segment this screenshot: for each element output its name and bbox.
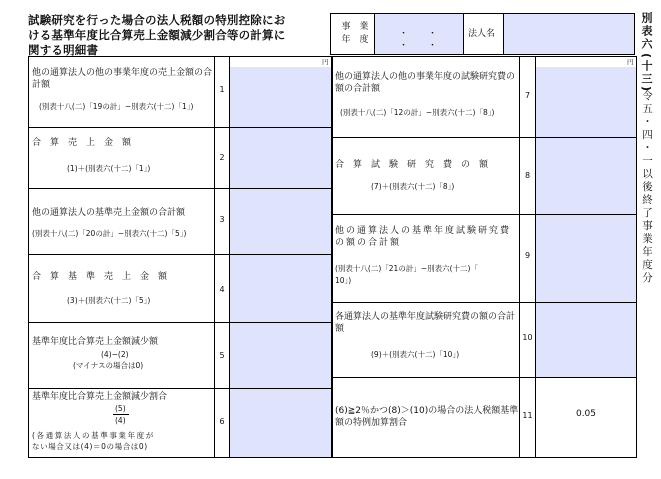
row-3-number: 3 [219,215,225,224]
row-4-formula: (3)＋(別表六(十二)「5」) [67,296,151,305]
row-11-label: (6)≧2％かつ(8)＞(10)の場合の法人税額基準額の特例加算割合 [335,406,519,428]
ratio-field-6[interactable] [230,389,331,457]
date-separator: ・ [428,41,438,51]
row-6-note-2: ない場合又は(4)＝0の場合は0) [32,442,148,451]
header-box [330,13,635,55]
row-1-formula: (別表十八(二)「19の計」−別表六(十二)「1」) [39,102,194,111]
row-9-label: 他の通算法人の基準年度試験研究費の額の合計額 [335,226,512,248]
row-11-number: 11 [522,411,533,420]
corp-name-label: 法人名 [468,29,496,39]
amount-field-7[interactable] [536,67,636,137]
amount-field-4[interactable] [230,255,331,322]
row-2-label: 合 算 売 上 金 額 [32,138,132,148]
fiscal-year-label: 事 業 年 度 [341,22,369,45]
row-10-formula: (9)＋(別表六(十二)「10」) [371,350,460,359]
side-note: 令五・四・一以後終了事業年度分 [641,90,653,285]
row-7-label: 他の通算法人の他の事業年度の試験研究費の額の合計額 [335,72,516,94]
amount-field-5[interactable] [230,323,331,388]
amount-field-2[interactable] [230,128,331,188]
row-1-number: 1 [219,85,225,94]
amount-field-8[interactable] [536,138,636,214]
row-6-number: 6 [219,417,225,426]
form-title [28,13,313,58]
row-2-number: 2 [219,153,225,162]
row-5-note: (マイナスの場合は0) [73,361,144,370]
fiscal-year-field[interactable] [375,14,463,54]
row-2-formula: (1)＋(別表六(十二)「1」) [67,164,151,173]
row-4-label: 合 算 基 準 売 上 金 額 [32,272,168,282]
row-5-number: 5 [219,351,225,360]
row-1-label: 他の通算法人の他の事業年度の売上金額の合計額 [32,68,213,90]
row-9-formula: (別表十八(二)「21の計」−別表六(十二)「 [335,264,478,273]
form-id [640,12,656,93]
row-6-label: 基準年度比合算売上金額減少割合 [32,392,168,402]
row-7-formula: (別表十八(二)「12の計」−別表六(十二)「8」) [340,108,495,117]
title-line-2: ける基準年度比合算売上金額減少割合等の計算に [28,28,286,42]
row-8-label: 合 算 試 験 研 究 費 の 額 [335,160,489,170]
row-11-value: 0.05 [575,409,597,419]
amount-field-3[interactable] [230,189,331,254]
corp-name-field[interactable] [504,14,634,54]
date-separator: ・ [399,41,409,51]
row-7-number: 7 [524,91,531,100]
row-3-label: 他の通算法人の基準売上金額の合計額 [32,208,186,218]
row-5-formula: (4)−(2) [101,350,129,359]
row-10-label: 各通算法人の基準年度試験研究費の額の合計額 [335,312,516,334]
yen-unit: 円 [627,58,634,66]
amount-field-9[interactable] [536,215,636,302]
form-id-sub: (十三) [640,53,653,94]
row-6-note-1: (各通算法人の基準事業年度が [32,431,155,440]
row-3-formula: (別表十八(二)「20の計」−別表六(十二)「5」) [32,229,187,238]
row-8-formula: (7)＋(別表六(十二)「8」) [371,182,455,191]
row-4-number: 4 [219,285,225,294]
row-5-label: 基準年度比合算売上金額減少額 [32,337,159,347]
row-8-number: 8 [524,171,531,180]
amount-field-1[interactable] [230,67,331,127]
date-separator: ・ [428,29,438,39]
main-table [28,56,637,458]
yen-unit: 円 [322,58,329,66]
date-separator: ・ [399,29,409,39]
row-6-denominator: (4) [115,416,126,425]
form-id-text: 別表六 [640,12,653,51]
amount-field-10[interactable] [536,303,636,377]
row-9-number: 9 [524,251,531,260]
row-9-formula-cont: 10」) [335,276,352,285]
row-10-number: 10 [522,333,533,342]
title-line-3: 関する明細書 [28,43,99,57]
title-line-1: 試験研究を行った場合の法人税額の特別控除にお [28,13,286,27]
row-6-numerator: (5) [115,404,126,413]
